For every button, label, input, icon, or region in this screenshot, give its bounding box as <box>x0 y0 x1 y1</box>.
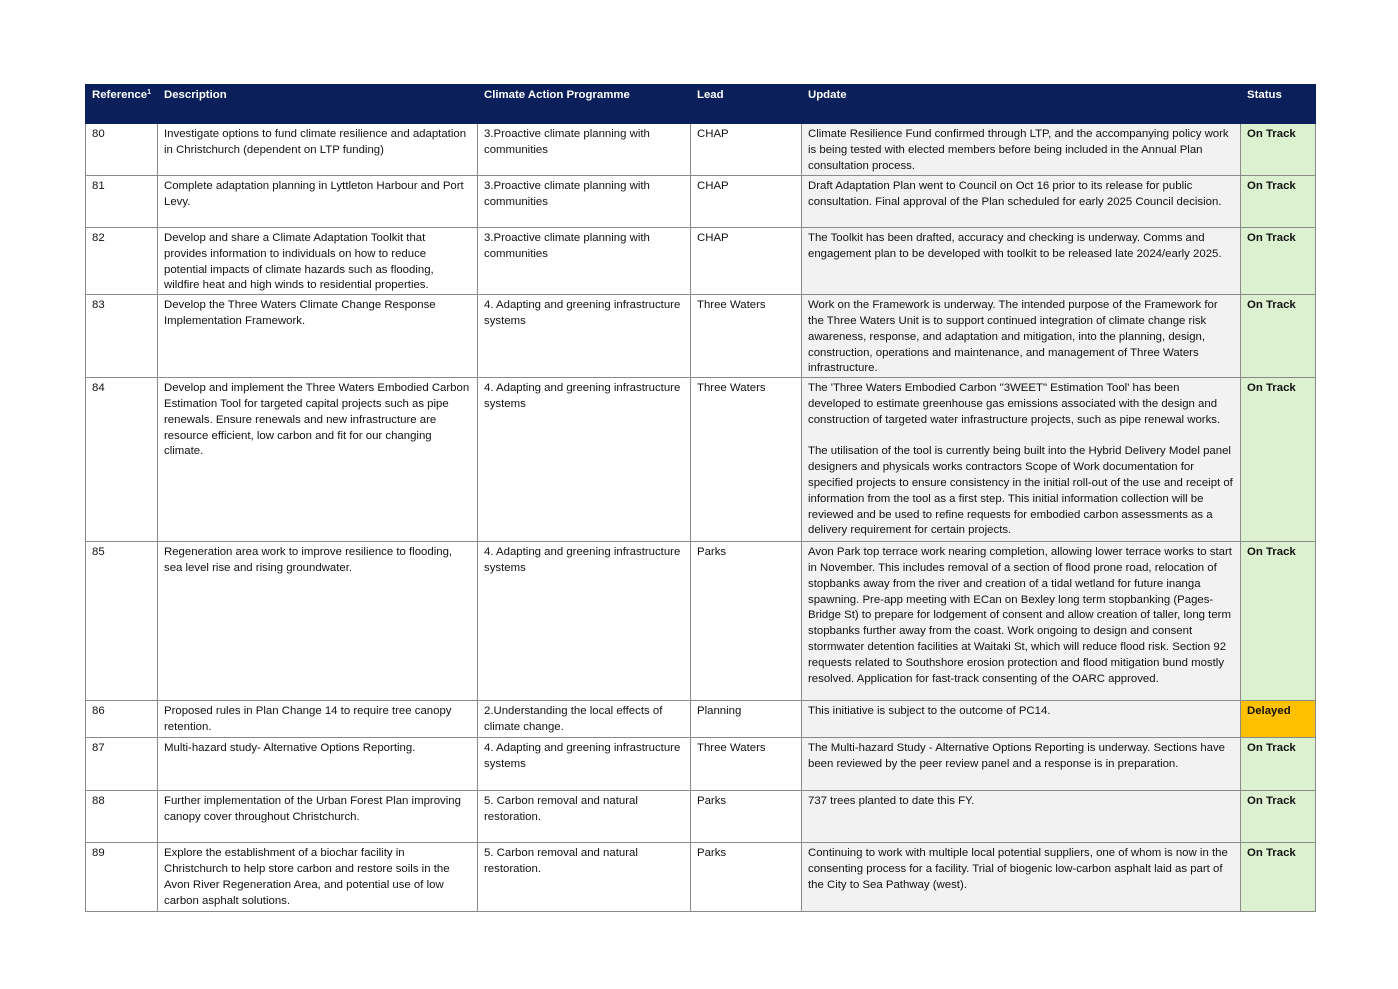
programme-cell: 4. Adapting and greening infrastructure systems <box>478 542 691 701</box>
update-cell <box>802 295 1241 378</box>
table-row <box>86 843 1316 912</box>
lead-cell: Three Waters <box>691 378 802 542</box>
lead-cell: Parks <box>691 791 802 843</box>
description-cell: Multi-hazard study- Alternative Options Reporting. <box>158 738 478 791</box>
status-cell: On Track <box>1241 295 1316 378</box>
description-cell: Develop the Three Waters Climate Change Response Implementation Framework. <box>158 295 478 378</box>
status-cell: On Track <box>1241 378 1316 542</box>
lead-cell: CHAP <box>691 228 802 295</box>
reference-cell: 80 <box>86 124 158 176</box>
header-update: Update <box>802 85 1241 124</box>
header-programme: Climate Action Programme <box>478 85 691 124</box>
update-paragraph: The utilisation of the tool is currently being built into the Hybrid Delivery Model panel designers and physicals works contractors Scope of Work documentation for specified projects to ensure consistency in the initial roll-out of the use and receipt of information from the tool as a first step. This initial information collection will be reviewed and be used to refine requests for embodied carbon assessments as a delivery requirement for certain projects. <box>808 445 1233 537</box>
update-cell <box>802 701 1241 738</box>
description-cell: Explore the establishment of a biochar facility in Christchurch to help store carbon and restore soils in the Avon River Regeneration Area, and potential use of low carbon asphalt solutions. <box>158 843 478 912</box>
header-reference <box>86 85 158 124</box>
update-paragraph: Climate Resilience Fund confirmed through LTP, and the accompanying policy work is being tested with elected members before being included in the Annual Plan consultation process. <box>808 128 1229 172</box>
status-cell: On Track <box>1241 791 1316 843</box>
programme-cell: 3.Proactive climate planning with communities <box>478 176 691 228</box>
lead-cell: Parks <box>691 542 802 701</box>
update-cell <box>802 843 1241 912</box>
description-cell: Investigate options to fund climate resilience and adaptation in Christchurch (dependent on LTP funding) <box>158 124 478 176</box>
lead-cell: CHAP <box>691 176 802 228</box>
update-paragraph: The Multi-hazard Study - Alternative Options Reporting is underway. Sections have been reviewed by the peer review panel and a response is in preparation. <box>808 742 1226 770</box>
lead-cell: CHAP <box>691 124 802 176</box>
status-cell: On Track <box>1241 176 1316 228</box>
programme-cell: 4. Adapting and greening infrastructure systems <box>478 738 691 791</box>
update-paragraph: This initiative is subject to the outcome of PC14. <box>808 705 1051 718</box>
table-row <box>86 176 1316 228</box>
reference-cell: 84 <box>86 378 158 542</box>
update-paragraph: Continuing to work with multiple local potential suppliers, one of whom is now in the consenting process for a facility. Trial of biogenic low-carbon asphalt laid as part of the City to Sea Pathway (west). <box>808 847 1228 891</box>
update-paragraph: Work on the Framework is underway. The intended purpose of the Framework for the Three Waters Unit is to support continued integration of climate change risk awareness, response, and adaptation and mitigation, into the planning, design, construction, operations and maintenance, and management of Three Waters infrastructure. <box>808 299 1218 375</box>
header-description: Description <box>158 85 478 124</box>
reference-footnote-marker: 1 <box>147 89 151 96</box>
reference-cell: 88 <box>86 791 158 843</box>
update-cell <box>802 738 1241 791</box>
description-cell: Develop and implement the Three Waters Embodied Carbon Estimation Tool for targeted capital projects such as pipe renewals. Ensure renewals and new infrastructure are resource efficient, low carbon and fit for our changing climate. <box>158 378 478 542</box>
update-paragraph: Draft Adaptation Plan went to Council on Oct 16 prior to its release for public consultation. Final approval of the Plan scheduled for early 2025 Council decision. <box>808 180 1222 208</box>
description-cell: Regeneration area work to improve resilience to flooding, sea level rise and rising groundwater. <box>158 542 478 701</box>
update-cell <box>802 228 1241 295</box>
table-row <box>86 701 1316 738</box>
reference-cell: 83 <box>86 295 158 378</box>
update-paragraph: 737 trees planted to date this FY. <box>808 795 975 808</box>
header-reference-label: Reference <box>92 89 148 101</box>
description-cell: Complete adaptation planning in Lyttleton Harbour and Port Levy. <box>158 176 478 228</box>
programme-cell: 3.Proactive climate planning with communities <box>478 124 691 176</box>
update-cell <box>802 791 1241 843</box>
status-cell: On Track <box>1241 738 1316 791</box>
table-row <box>86 378 1316 542</box>
reference-cell: 86 <box>86 701 158 738</box>
reference-cell: 81 <box>86 176 158 228</box>
climate-actions-table <box>85 84 1316 912</box>
description-cell: Further implementation of the Urban Forest Plan improving canopy cover throughout Christchurch. <box>158 791 478 843</box>
status-cell: On Track <box>1241 124 1316 176</box>
reference-cell: 85 <box>86 542 158 701</box>
status-cell: On Track <box>1241 843 1316 912</box>
table-row <box>86 228 1316 295</box>
table-row <box>86 791 1316 843</box>
update-cell <box>802 542 1241 701</box>
update-paragraph: The 'Three Waters Embodied Carbon "3WEET" Estimation Tool' has been developed to estimate greenhouse gas emissions associated with the design and construction of targeted water infrastructure projects, such as pipe renewal works. <box>808 382 1221 426</box>
programme-cell: 3.Proactive climate planning with communities <box>478 228 691 295</box>
programme-cell: 5. Carbon removal and natural restoration. <box>478 791 691 843</box>
status-cell: On Track <box>1241 542 1316 701</box>
status-cell: On Track <box>1241 228 1316 295</box>
table-body <box>86 124 1316 912</box>
lead-cell: Planning <box>691 701 802 738</box>
header-status: Status <box>1241 85 1316 124</box>
table-row <box>86 295 1316 378</box>
programme-cell: 4. Adapting and greening infrastructure systems <box>478 295 691 378</box>
lead-cell: Parks <box>691 843 802 912</box>
header-lead: Lead <box>691 85 802 124</box>
update-cell <box>802 124 1241 176</box>
reference-cell: 87 <box>86 738 158 791</box>
update-cell <box>802 176 1241 228</box>
table-row <box>86 542 1316 701</box>
lead-cell: Three Waters <box>691 738 802 791</box>
update-paragraph: The Toolkit has been drafted, accuracy and checking is underway. Comms and engagement plan to be developed with toolkit to be released late 2024/early 2025. <box>808 232 1222 260</box>
table-row <box>86 738 1316 791</box>
update-paragraph: Avon Park top terrace work nearing completion, allowing lower terrace works to start in November. This includes removal of a section of flood prone road, relocation of stopbanks away from the river and creation of a tidal wetland for future inanga spawning. Pre-app meeting with ECan on Bexley long term stopbanking (Pages-Bridge St) to prepare for lodgement of consent and allow creation of taller, long term stopbanks further away from the coast. Work ongoing to design and consent stormwater detention facilities at Waitaki St, which will reduce flood risk. Section 92 requests related to Southshore erosion protection and flood mitigation bund mostly resolved. Application for fast-track consenting of the OARC approved. <box>808 546 1232 685</box>
status-cell: Delayed <box>1241 701 1316 738</box>
programme-cell: 4. Adapting and greening infrastructure systems <box>478 378 691 542</box>
description-cell: Develop and share a Climate Adaptation Toolkit that provides information to individuals on how to reduce potential impacts of climate hazards such as flooding, wildfire heat and high winds to residential properties. <box>158 228 478 295</box>
reference-cell: 82 <box>86 228 158 295</box>
description-cell: Proposed rules in Plan Change 14 to require tree canopy retention. <box>158 701 478 738</box>
programme-cell: 2.Understanding the local effects of climate change. <box>478 701 691 738</box>
table-row <box>86 124 1316 176</box>
programme-cell: 5. Carbon removal and natural restoration. <box>478 843 691 912</box>
table-header <box>86 85 1316 124</box>
reference-cell: 89 <box>86 843 158 912</box>
lead-cell: Three Waters <box>691 295 802 378</box>
update-cell <box>802 378 1241 542</box>
header-row <box>86 85 1316 124</box>
